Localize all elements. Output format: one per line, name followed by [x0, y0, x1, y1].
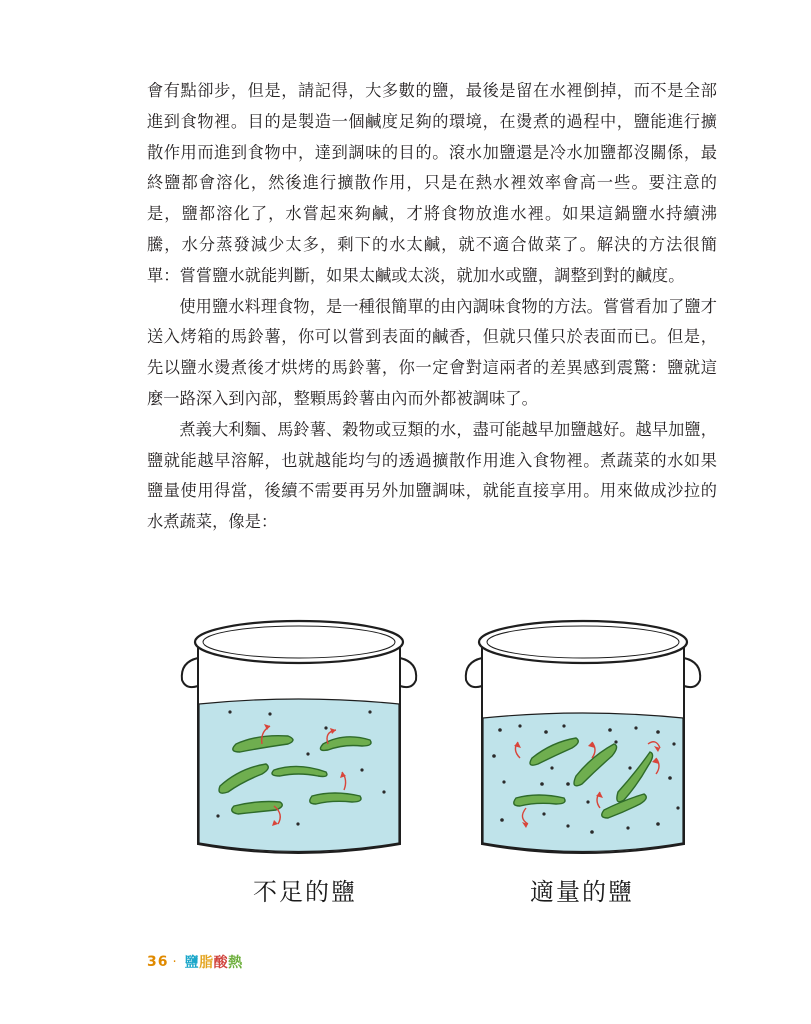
page-number: 36: [147, 954, 169, 970]
salt-particle: [306, 752, 309, 755]
salt-particle: [360, 768, 363, 771]
pot-handle: [684, 658, 700, 687]
book-title-char: 酸: [213, 955, 229, 971]
book-title-char: 鹽: [184, 955, 200, 971]
salt-particle: [566, 782, 570, 786]
salt-pot-illustration: [148, 562, 713, 864]
salt-particle: [296, 822, 299, 825]
book-title: [185, 952, 243, 972]
salt-particle: [544, 730, 548, 734]
salt-particle: [498, 728, 502, 732]
salt-particle: [540, 782, 544, 786]
salt-particle: [216, 814, 219, 817]
salt-particle: [590, 830, 594, 834]
salt-particle: [228, 710, 231, 713]
salt-particle: [566, 824, 569, 827]
salt-particle: [550, 766, 553, 769]
salt-particle: [586, 800, 589, 803]
salt-particle: [668, 776, 672, 780]
paragraph: 使用鹽水料理食物，是一種很簡單的由內調味食物的方法。嘗嘗看加了鹽才送入烤箱的馬鈴薯，你可以嘗到表面的鹹香，但就只僅只於表面而已。但是，先以鹽水燙煮後才烘烤的馬鈴薯，你一定會對這兩者的差異感到震驚：鹽就這麼一路深入到內部，整顆馬鈴薯由內而外都被調味了。: [147, 296, 717, 408]
salt-particle: [676, 806, 679, 809]
salt-particle: [614, 740, 617, 743]
pot-handle: [400, 658, 416, 687]
salt-particle: [502, 780, 505, 783]
salt-particle: [656, 822, 660, 826]
paragraph: 會有點卻步，但是，請記得，大多數的鹽，最後是留在水裡倒掉，而不是全部進到食物裡。目的是製造一個鹹度足夠的環境，在燙煮的過程中，鹽能進行擴散作用而進到食物中，達到調味的目的。滾水加鹽還是冷水加鹽都沒關係，最終鹽都會溶化，然後進行擴散作用，只是在熱水裡效率會高一些。要注意的是，鹽都溶化了，水嘗起來夠鹹，才將食物放進水裡。如果這鍋鹽水持續沸騰，水分蒸發減少太多，剩下的水太鹹，就不適合做菜了。解決的方法很簡單：嘗嘗鹽水就能判斷，如果太鹹或太淡，就加水或鹽，調整到對的鹹度。: [147, 81, 717, 285]
salt-particle: [268, 712, 271, 715]
salt-particle: [500, 818, 504, 822]
page-footer: [147, 952, 243, 972]
salt-particle: [634, 726, 637, 729]
salt-particle: [542, 812, 545, 815]
body-text: [147, 76, 717, 538]
book-title-char: 熱: [228, 955, 243, 971]
footer-separator: ·: [172, 954, 177, 970]
salt-particle: [518, 724, 521, 727]
salt-particle: [626, 826, 629, 829]
salt-particle: [608, 728, 612, 732]
caption-adequate-salt: 適量的鹽: [530, 878, 634, 906]
salt-particle: [324, 726, 327, 729]
salt-particle: [382, 790, 385, 793]
water-insufficient: [199, 699, 399, 852]
pot-handle: [466, 658, 482, 687]
paragraph: 煮義大利麵、馬鈴薯、穀物或豆類的水，盡可能越早加鹽越好。越早加鹽，鹽就能越早溶解，也就越能均勻的透過擴散作用進入食物裡。煮蔬菜的水如果鹽量使用得當，後續不需要再另外加鹽調味，就能直接享用。用來做成沙拉的水煮蔬菜，像是：: [147, 419, 717, 532]
book-title-char: 脂: [199, 955, 214, 971]
caption-insufficient-salt: 不足的鹽: [253, 878, 357, 906]
pot-handle: [182, 658, 198, 687]
salt-particle: [628, 766, 631, 769]
pot-insufficient-salt: [182, 621, 416, 853]
pot-adequate-salt: [466, 621, 700, 853]
salt-particle: [562, 724, 565, 727]
salt-particle: [368, 710, 371, 713]
salt-particle: [672, 742, 675, 745]
salt-particle: [656, 730, 660, 734]
salt-particle: [492, 754, 496, 758]
